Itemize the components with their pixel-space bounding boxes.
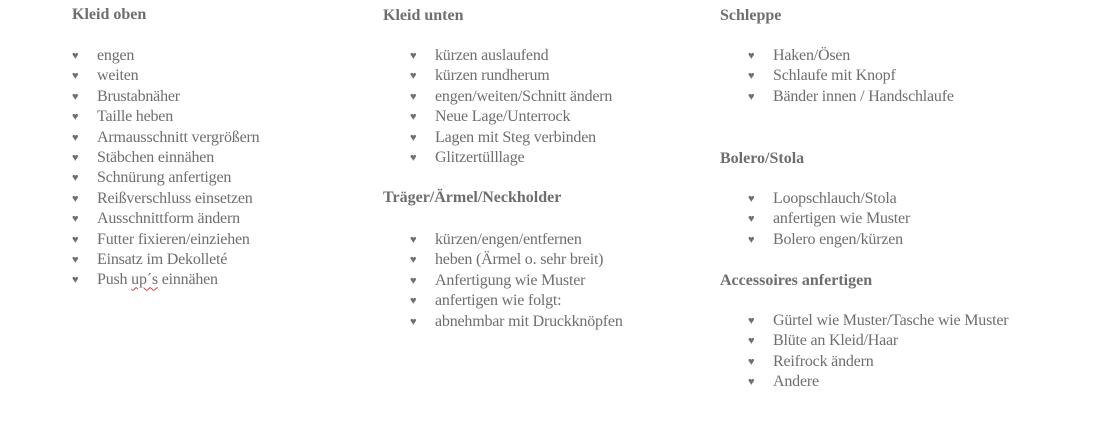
heart-bullet-icon: ♥ (410, 151, 417, 164)
heart-bullet-icon: ♥ (72, 70, 79, 83)
heart-bullet-icon: ♥ (72, 192, 79, 205)
heading-accessoires-anfertigen: Accessoires anfertigen (720, 272, 873, 289)
heart-bullet-icon: ♥ (748, 213, 755, 226)
heart-bullet-icon: ♥ (410, 111, 417, 124)
heart-bullet-icon: ♥ (410, 90, 417, 103)
heart-bullet-icon: ♥ (748, 193, 755, 205)
heart-bullet-icon: ♥ (748, 355, 755, 368)
heart-bullet-icon: ♥ (72, 111, 79, 124)
heart-bullet-icon: ♥ (748, 233, 755, 246)
heart-bullet-icon: ♥ (410, 131, 417, 144)
heart-bullet-icon: ♥ (72, 131, 79, 144)
heart-bullet-icon: ♥ (72, 274, 79, 287)
heart-bullet-icon: ♥ (72, 233, 79, 246)
push-ups-item: Push up´s einnähen (97, 271, 218, 289)
heart-bullet-icon: ♥ (410, 234, 417, 246)
heart-bullet-icon: ♥ (72, 253, 79, 266)
heading-schleppe: Schleppe (720, 7, 782, 24)
heart-bullet-icon: ♥ (410, 295, 417, 308)
heart-bullet-icon: ♥ (72, 172, 79, 185)
heart-bullet-icon: ♥ (410, 50, 417, 62)
heart-bullet-icon: ♥ (410, 70, 417, 83)
heart-bullet-icon: ♥ (72, 213, 79, 226)
heart-bullet-icon: ♥ (748, 315, 755, 327)
heart-bullet-icon: ♥ (748, 376, 755, 389)
heart-bullet-icon: ♥ (410, 315, 417, 328)
spellcheck-flagged-word: up´s (131, 271, 158, 289)
heart-bullet-icon: ♥ (748, 335, 755, 348)
heart-bullet-icon: ♥ (72, 90, 79, 103)
heart-bullet-icon: ♥ (72, 151, 79, 164)
heading-bolero-stola: Bolero/Stola (720, 150, 805, 167)
heading-traeger-aermel-neckholder: Träger/Ärmel/Neckholder (383, 189, 562, 206)
heart-bullet-icon: ♥ (748, 70, 755, 83)
heart-bullet-icon: ♥ (72, 50, 79, 62)
heart-bullet-icon: ♥ (748, 50, 755, 62)
heart-bullet-icon: ♥ (410, 274, 417, 287)
heart-bullet-icon: ♥ (410, 254, 417, 267)
heading-kleid-oben: Kleid oben (72, 6, 147, 23)
heart-bullet-icon: ♥ (748, 90, 755, 103)
heading-kleid-unten: Kleid unten (383, 7, 464, 24)
